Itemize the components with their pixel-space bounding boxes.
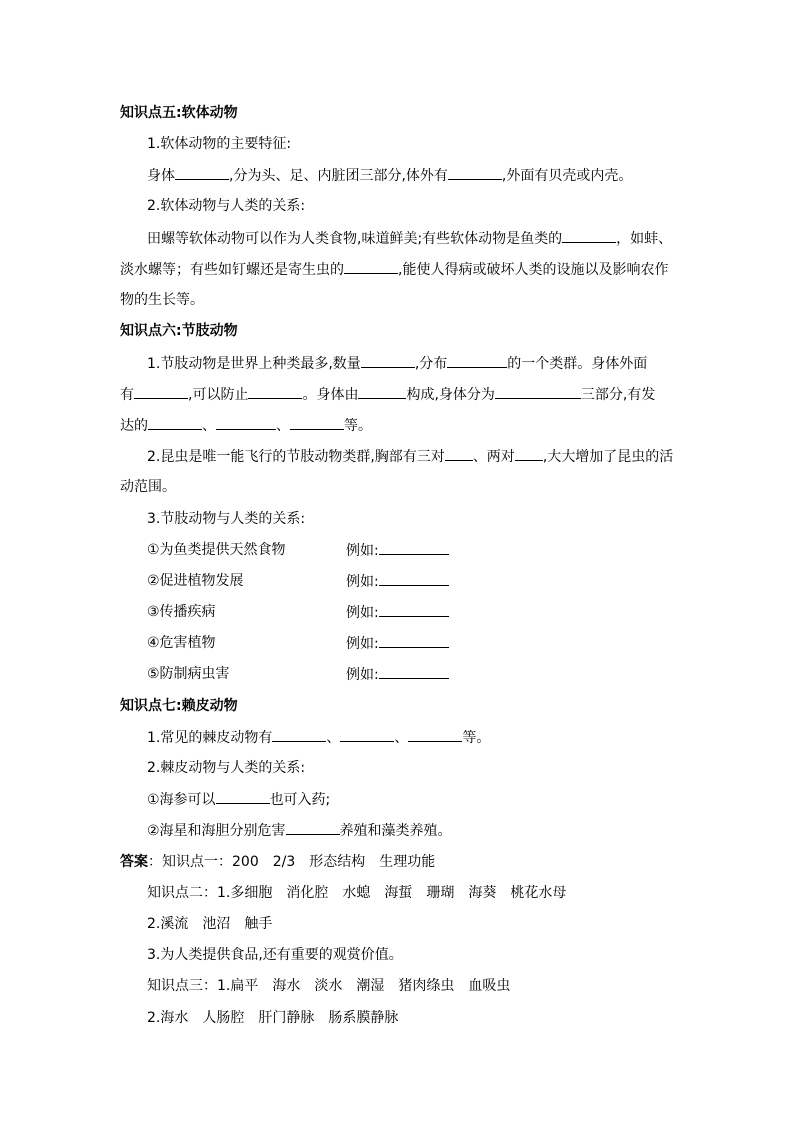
answers-line-6: 2.海水 人肠腔 肝门静脉 肠系膜静脉 — [147, 1010, 399, 1026]
relation-row — [147, 571, 547, 591]
blank[interactable] — [216, 415, 276, 430]
text: 、 — [202, 418, 216, 434]
relation-row — [147, 602, 547, 622]
blank[interactable] — [216, 789, 270, 804]
text: 1.常见的棘皮动物有 — [147, 730, 273, 746]
sec7-line-1 — [147, 727, 490, 748]
blank[interactable] — [290, 415, 344, 430]
blank[interactable] — [286, 820, 340, 835]
blank[interactable] — [272, 727, 326, 742]
sec6-item3: 3.节肢动物与人类的关系: — [147, 511, 306, 527]
relation-text: ①为鱼类提供天然食物 — [147, 542, 286, 558]
section-seven-title: 知识点七:赖皮动物 — [120, 698, 238, 714]
text: ,大大增加了昆虫的活 — [542, 449, 674, 465]
section-six-title: 知识点六:节肢动物 — [120, 323, 238, 339]
sec5-paragraph-line-2 — [120, 259, 668, 280]
relation-text: ④危害植物 — [147, 635, 216, 651]
text: ，如蚌、 — [616, 231, 673, 247]
sec5-item2: 2.软体动物与人类的关系: — [147, 198, 306, 214]
sec7-line-4 — [147, 820, 452, 841]
sec7-line-3 — [147, 789, 330, 810]
relation-row — [147, 540, 547, 560]
text: 身体 — [147, 168, 175, 184]
relation-text: ⑤防制病虫害 — [147, 666, 230, 682]
blank[interactable] — [344, 259, 398, 274]
example-field — [346, 540, 449, 561]
relation-text: ③传播疾病 — [147, 604, 216, 620]
answers-label: 答案 — [120, 854, 148, 870]
blank[interactable] — [379, 664, 449, 679]
blank[interactable] — [448, 165, 502, 180]
answers-line-2: 知识点二：1.多细胞 消化腔 水螅 海蜇 珊瑚 海葵 桃花水母 — [147, 885, 567, 901]
example-label: 例如: — [346, 574, 379, 590]
text: ,外面有贝壳或内壳。 — [501, 168, 633, 184]
blank[interactable] — [562, 228, 616, 243]
text: ②海星和海胆分别危害 — [147, 823, 286, 839]
example-field — [346, 571, 449, 592]
text: 田螺等软体动物可以作为人类食物,味道鲜美;有些软体动物是鱼类的 — [147, 231, 563, 247]
blank[interactable] — [379, 571, 449, 586]
blank[interactable] — [447, 353, 507, 368]
sec6-line-3 — [120, 415, 372, 436]
text: ,分为头、足、内脏团三部分,体外有 — [229, 168, 448, 184]
text: 三部分,有发 — [580, 387, 656, 403]
sec7-item2: 2.棘皮动物与人类的关系: — [147, 760, 306, 776]
blank[interactable] — [379, 540, 449, 555]
sec6-line-5: 动范围。 — [120, 479, 176, 495]
blank[interactable] — [495, 384, 581, 399]
blank[interactable] — [148, 415, 202, 430]
text: 、两对 — [472, 449, 515, 465]
answers-line-1 — [120, 852, 435, 872]
answers-line-5: 知识点三：1.扁平 海水 淡水 潮湿 猪肉绦虫 血吸虫 — [147, 978, 511, 994]
blank[interactable] — [379, 602, 449, 617]
blank[interactable] — [358, 384, 406, 399]
text: ,可以防止 — [188, 387, 249, 403]
blank[interactable] — [340, 727, 394, 742]
sec6-line-4 — [147, 446, 673, 467]
blank[interactable] — [361, 353, 415, 368]
text: 、 — [394, 730, 409, 746]
blank[interactable] — [134, 384, 188, 399]
example-label: 例如: — [346, 636, 379, 652]
text: 构成,身体分为 — [406, 387, 495, 403]
example-label: 例如: — [346, 605, 379, 621]
sec6-line-1 — [147, 353, 647, 374]
text: 、 — [276, 418, 290, 434]
text: 等。 — [462, 730, 491, 746]
sec5-body-line — [147, 165, 632, 186]
text: ,分布 — [414, 356, 448, 372]
example-field — [346, 633, 449, 654]
text: ①海参可以 — [147, 792, 216, 808]
blank[interactable] — [408, 727, 462, 742]
text: 有 — [120, 387, 134, 403]
text: 也可入药; — [269, 792, 331, 808]
text: 、 — [326, 730, 341, 746]
blank[interactable] — [379, 633, 449, 648]
blank[interactable] — [515, 446, 543, 461]
text: 养殖和藻类养殖。 — [339, 823, 452, 839]
section-five-title: 知识点五:软体动物 — [120, 105, 238, 121]
example-field — [346, 664, 449, 685]
answers-line-4: 3.为人类提供食品,还有重要的观赏价值。 — [147, 947, 403, 963]
text: 1.节肢动物是世界上种类最多,数量 — [147, 356, 361, 372]
blank[interactable] — [248, 384, 302, 399]
example-label: 例如: — [346, 667, 379, 683]
sec5-paragraph-line-1 — [147, 228, 672, 249]
text: 的一个类群。身体外面 — [507, 356, 648, 372]
relation-row — [147, 664, 547, 684]
text: 2.昆虫是唯一能飞行的节肢动物类群,胸部有三对 — [147, 449, 445, 465]
text: ,能使人得病或破坏人类的设施以及影响农作 — [398, 262, 669, 278]
example-label: 例如: — [346, 543, 379, 559]
sec6-line-2 — [120, 384, 655, 405]
text: 。身体由 — [302, 387, 359, 403]
text: 等。 — [344, 418, 372, 434]
answers-line-3: 2.溪流 池沼 触手 — [147, 916, 273, 932]
sec5-paragraph-line-3: 物的生长等。 — [120, 292, 204, 308]
text: ：知识点一：200 2/3 形态结构 生理功能 — [148, 854, 436, 870]
sec5-item1: 1.软体动物的主要特征: — [147, 136, 292, 152]
text: 淡水螺等；有些如钉螺还是寄生虫的 — [120, 262, 344, 278]
blank[interactable] — [175, 165, 229, 180]
example-field — [346, 602, 449, 623]
relation-row — [147, 633, 547, 653]
relation-text: ②促进植物发展 — [147, 573, 244, 589]
blank[interactable] — [445, 446, 473, 461]
text: 达的 — [120, 418, 148, 434]
